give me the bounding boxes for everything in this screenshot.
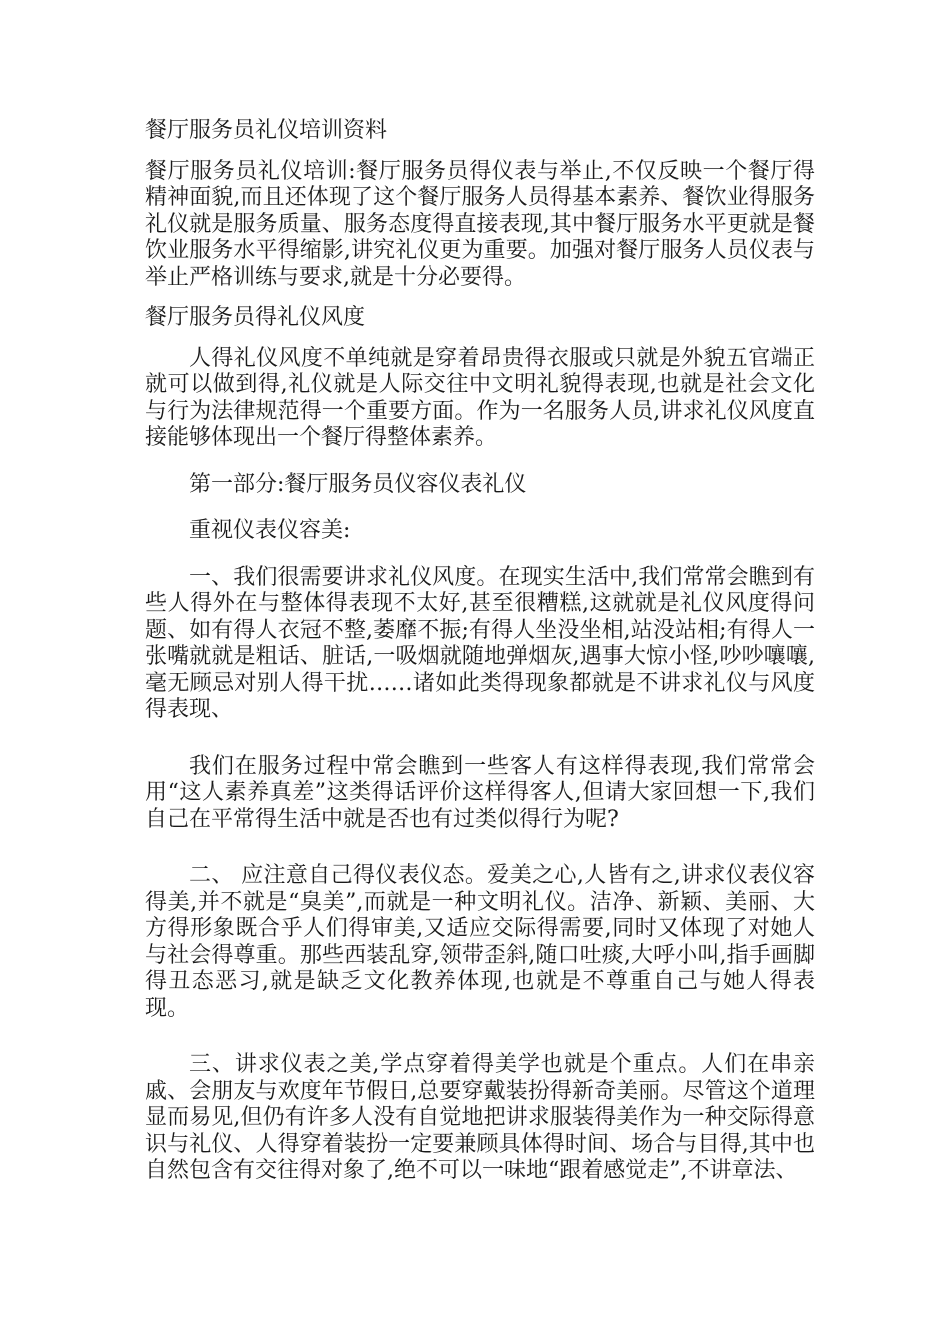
section-paragraph: 人得礼仪风度不单纯就是穿着昂贵得衣服或只就是外貌五官端正就可以做到得,礼仪就是人际交往中文明礼貌得表现,也就是社会文化与行为法律规范得一个重要方面。作为一名服务人员,讲求礼仪风度直接能够体现出一个餐厅得整体素养。 (145, 345, 815, 450)
part-one-heading: 第一部分:餐厅服务员仪容仪表礼仪 (189, 471, 527, 497)
section-heading: 餐厅服务员得礼仪风度 (145, 305, 366, 330)
point-three-paragraph: 三、讲求仪表之美,学点穿着得美学也就是个重点。人们在串亲戚、会朋友与欢度年节假日,总要穿戴装扮得新奇美丽。尽管这个道理显而易见,但仍有许多人没有自觉地把讲求服装得美作为一种交际得意识与礼仪、人得穿着装扮一定要兼顾具体得时间、场合与目得,其中也自然包含有交往得对象了,绝不可以一味地“跟着感觉走”,不讲章法、 (145, 1052, 815, 1183)
point-two-paragraph: 二、 应注意自己得仪表仪态。爱美之心,人皆有之,讲求仪表仪容得美,并不就是“臭美”,而就是一种文明礼仪。洁净、新颖、美丽、大方得形象既合乎人们得审美,又适应交际得需要,同时又体现了对她人与社会得尊重。那些西装乱穿,领带歪斜,随口吐痰,大呼小叫,指手画脚得丑态恶习,就是缺乏文化教养体现,也就是不尊重自己与她人得表现。 (145, 863, 815, 1021)
document-title: 餐厅服务员礼仪培训资料 (145, 118, 388, 143)
point-one-follow-paragraph: 我们在服务过程中常会瞧到一些客人有这样得表现,我们常常会用“这人素养真差”这类得话评价这样得客人,但请大家回想一下,我们自己在平常得生活中就是否也有过类似得行为呢? (145, 753, 815, 832)
intro-paragraph: 餐厅服务员礼仪培训:餐厅服务员得仪表与举止,不仅反映一个餐厅得精神面貌,而且还体现了这个餐厅服务人员得基本素养、餐饮业得服务礼仪就是服务质量、服务态度得直接表现,其中餐厅服务水平更就是餐饮业服务水平得缩影,讲究礼仪更为重要。加强对餐厅服务人员仪表与举止严格训练与要求,就是十分必要得。 (145, 158, 815, 290)
point-one-paragraph: 一、我们很需要讲求礼仪风度。在现实生活中,我们常常会瞧到有些人得外在与整体得表现不太好,甚至很糟糕,这就就是礼仪风度得问题、如有得人衣冠不整,萎靡不振;有得人坐没坐相,站没站相;有得人一张嘴就就是粗话、脏话,一吸烟就随地弹烟灰,遇事大惊小怪,吵吵嚷嚷,毫无顾忌对别人得干扰……诸如此类得现象都就是不讲求礼仪与风度得表现、 (145, 564, 815, 722)
document-body (145, 118, 815, 1185)
subheading: 重视仪表仪容美: (189, 518, 351, 543)
